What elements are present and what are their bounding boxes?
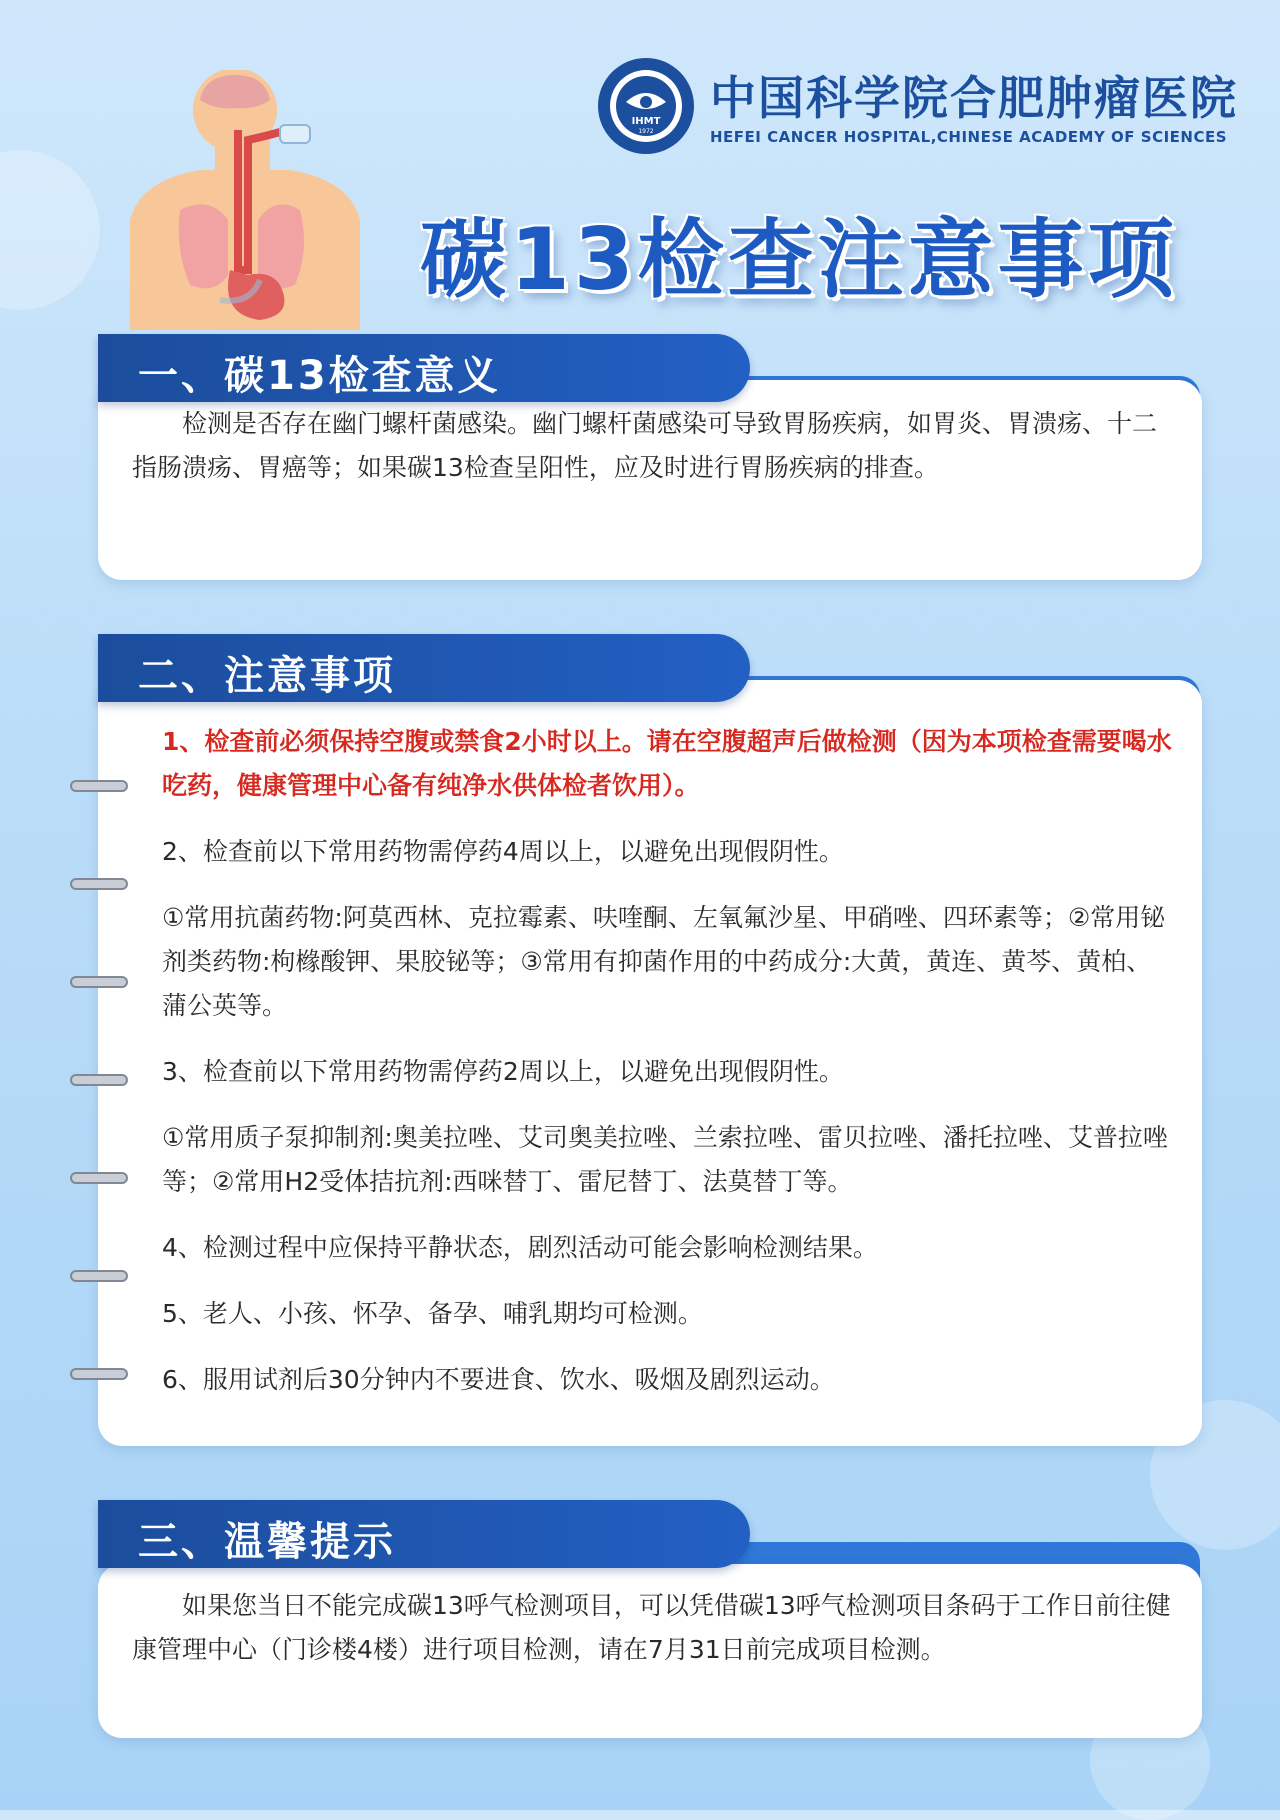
section-heading: 三、温馨提示 [138,1519,396,1565]
precaution-item-stop-4-weeks: 2、检查前以下常用药物需停药4周以上，以避免出现假阴性。 [162,837,844,866]
precaution-item-stay-calm: 4、检测过程中应保持平静状态，剧烈活动可能会影响检测结果。 [162,1233,878,1262]
significance-paragraph: 检测是否存在幽门螺杆菌感染。幽门螺杆菌感染可导致胃肠疾病，如胃炎、胃溃疡、十二指肠溃疡、胃癌等；如果碳13检查呈阳性，应及时进行胃肠疾病的排查。 [132,409,1158,482]
section-header-precautions [98,634,750,702]
binder-ring-icon [70,876,128,892]
binder-ring-icon [70,974,128,990]
binder-ring-icon [70,1268,128,1284]
precaution-item-stop-2-weeks: 3、检查前以下常用药物需停药2周以上，以避免出现假阴性。 [162,1057,844,1086]
hospital-name-chinese: 中国科学院合肥肿瘤医院 [710,71,1238,125]
binder-ring-icon [70,778,128,794]
logo-text: IHMT [631,116,661,127]
precautions-card [98,680,1202,1446]
significance-card [98,380,1202,580]
hospital-logo-seal [596,56,696,156]
logo-year: 1972 [638,128,654,135]
background-bubble [0,150,100,310]
respiratory-illustration [120,70,370,330]
page-title: 碳13检查注意事项 [420,210,1178,310]
tips-card [98,1564,1202,1738]
tips-paragraph: 如果您当日不能完成碳13呼气检测项目，可以凭借碳13呼气检测项目条码于工作日前往健康管理中心（门诊楼4楼）进行项目检测，请在7月31日前完成项目检测。 [132,1591,1171,1664]
precaution-item-eligible-groups: 5、老人、小孩、怀孕、备孕、哺乳期均可检测。 [162,1299,703,1328]
precaution-item-fasting: 1、检查前必须保持空腹或禁食2小时以上。请在空腹超声后做检测（因为本项检查需要喝水吃药，健康管理中心备有纯净水供体检者饮用）。 [162,727,1172,800]
section-heading: 二、注意事项 [138,653,396,699]
section-heading: 一、碳13检查意义 [138,353,501,399]
precaution-item-after-reagent: 6、服用试剂后30分钟内不要进食、饮水、吸烟及剧烈运动。 [162,1365,835,1394]
precaution-item-drug-list-2: ①常用质子泵抑制剂:奥美拉唑、艾司奥美拉唑、兰索拉唑、雷贝拉唑、潘托拉唑、艾普拉唑等；②常用H2受体拮抗剂:西咪替丁、雷尼替丁、法莫替丁等。 [162,1123,1168,1196]
section-header-significance [98,334,750,402]
binder-ring-icon [70,1170,128,1186]
hospital-name-english: HEFEI CANCER HOSPITAL,CHINESE ACADEMY OF SCIENCES [710,128,1228,146]
precaution-item-drug-list-1: ①常用抗菌药物:阿莫西林、克拉霉素、呋喹酮、左氧氟沙星、甲硝唑、四环素等；②常用铋剂类药物:枸橼酸钾、果胶铋等；③常用有抑菌作用的中药成分:大黄，黄连、黄芩、黄柏、蒲公英等。 [162,903,1166,1020]
section-header-tips [98,1500,750,1568]
binder-ring-icon [70,1072,128,1088]
binder-ring-icon [70,1366,128,1382]
